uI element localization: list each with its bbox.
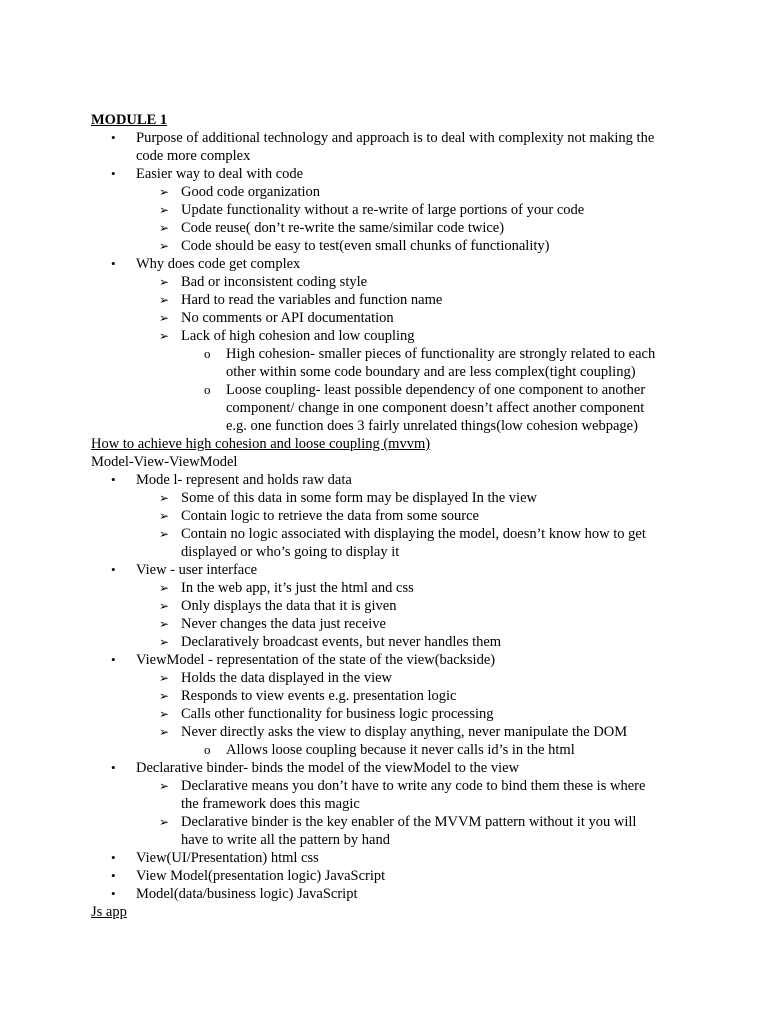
arrow-bullet-icon: ➢ — [159, 509, 170, 523]
mvvm-label: Model-View-ViewModel — [91, 454, 238, 470]
sub-item — [0, 525, 768, 543]
sub-item-text: displayed or who’s going to display it — [181, 544, 400, 560]
arrow-bullet-icon: ➢ — [159, 815, 170, 829]
sub-item — [0, 327, 768, 345]
arrow-bullet-icon: ➢ — [159, 617, 170, 631]
bullet-icon: • — [111, 850, 116, 865]
list-item-text: ViewModel - representation of the state of the view(backside) — [136, 652, 496, 668]
list-item-text: View Model(presentation logic) JavaScript — [136, 868, 386, 884]
bullet-icon: • — [111, 130, 116, 145]
sub-item — [0, 237, 768, 255]
bullet-icon: • — [111, 886, 116, 901]
sub-item — [0, 201, 768, 219]
arrow-bullet-icon: ➢ — [159, 329, 170, 343]
list-item-text: Declarative binder- binds the model of the viewModel to the view — [136, 760, 520, 776]
list-item-summary — [0, 885, 768, 903]
arrow-bullet-icon: ➢ — [159, 527, 170, 541]
sub-item — [0, 633, 768, 651]
sub-sub-item-loose-coupling-note — [0, 741, 768, 759]
sub-item — [0, 579, 768, 597]
sub-item-text: Holds the data displayed in the view — [181, 670, 393, 686]
sub-item-text: Calls other functionality for business logic processing — [181, 706, 494, 722]
sub-sub-item-text: other within some code boundary and are less complex(tight coupling) — [226, 364, 636, 380]
module-heading — [0, 111, 768, 129]
sub-item-text: Declaratively broadcast events, but never handles them — [181, 634, 502, 650]
sub-item-text: Contain logic to retrieve the data from some source — [181, 508, 479, 524]
list-item-text: Why does code get complex — [136, 256, 301, 272]
sub-sub-item-cont — [0, 417, 768, 435]
sub-item-cont — [0, 543, 768, 561]
sub-item — [0, 273, 768, 291]
achieve-heading — [0, 435, 768, 453]
arrow-bullet-icon: ➢ — [159, 635, 170, 649]
sub-item-text: Bad or inconsistent coding style — [181, 274, 368, 290]
list-item-purpose-cont — [0, 147, 768, 165]
sub-sub-item-text: High cohesion- smaller pieces of functionality are strongly related to each — [226, 346, 656, 362]
arrow-bullet-icon: ➢ — [159, 221, 170, 235]
sub-item-cont — [0, 831, 768, 849]
list-item-text: View(UI/Presentation) html css — [136, 850, 319, 866]
list-item-text: Purpose of additional technology and approach is to deal with complexity not making the — [136, 130, 655, 146]
sub-sub-item-text: Allows loose coupling because it never calls id’s in the html — [226, 742, 575, 758]
arrow-bullet-icon: ➢ — [159, 581, 170, 595]
list-item-summary — [0, 849, 768, 867]
bullet-icon: • — [111, 868, 116, 883]
sub-item — [0, 597, 768, 615]
sub-item — [0, 777, 768, 795]
sub-sub-item-text: Loose coupling- least possible dependency of one component to another — [226, 382, 646, 398]
sub-item — [0, 813, 768, 831]
bullet-icon: • — [111, 652, 116, 667]
circle-bullet-icon: o — [204, 382, 211, 397]
bullet-icon: • — [111, 472, 116, 487]
arrow-bullet-icon: ➢ — [159, 293, 170, 307]
list-item-text: Mode l- represent and holds raw data — [136, 472, 352, 488]
sub-item — [0, 669, 768, 687]
bullet-icon: • — [111, 760, 116, 775]
arrow-bullet-icon: ➢ — [159, 185, 170, 199]
sub-sub-item-high-cohesion — [0, 345, 768, 363]
sub-item-text: have to write all the pattern by hand — [181, 832, 390, 848]
circle-bullet-icon: o — [204, 742, 211, 757]
sub-item — [0, 291, 768, 309]
module-heading-text: MODULE 1 — [91, 112, 168, 128]
js-app-heading-text: Js app — [91, 904, 127, 920]
list-item-text: Easier way to deal with code — [136, 166, 304, 182]
sub-item — [0, 615, 768, 633]
sub-item-text: Responds to view events e.g. presentation logic — [181, 688, 457, 704]
list-item-summary — [0, 867, 768, 885]
sub-sub-item-text: component/ change in one component doesn’t affect another component — [226, 400, 645, 416]
sub-item-text: Lack of high cohesion and low coupling — [181, 328, 415, 344]
sub-item — [0, 183, 768, 201]
bullet-icon: • — [111, 166, 116, 181]
sub-item-text: No comments or API documentation — [181, 310, 394, 326]
sub-item — [0, 309, 768, 327]
arrow-bullet-icon: ➢ — [159, 707, 170, 721]
bullet-icon: • — [111, 256, 116, 271]
arrow-bullet-icon: ➢ — [159, 239, 170, 253]
sub-item — [0, 687, 768, 705]
list-item-why-complex — [0, 255, 768, 273]
sub-item-text: Code reuse( don’t re-write the same/similar code twice) — [181, 220, 505, 236]
sub-sub-item-cont — [0, 399, 768, 417]
sub-item-text: Hard to read the variables and function name — [181, 292, 443, 308]
sub-item-text: Declarative means you don’t have to write any code to bind them these is where — [181, 778, 646, 794]
arrow-bullet-icon: ➢ — [159, 689, 170, 703]
list-item-model — [0, 471, 768, 489]
arrow-bullet-icon: ➢ — [159, 275, 170, 289]
notes-body — [0, 111, 768, 921]
bullet-icon: • — [111, 562, 116, 577]
sub-item-text: Only displays the data that it is given — [181, 598, 397, 614]
sub-item — [0, 507, 768, 525]
sub-item — [0, 219, 768, 237]
sub-sub-item-loose-coupling — [0, 381, 768, 399]
js-app-heading — [0, 903, 768, 921]
list-item-viewmodel — [0, 651, 768, 669]
sub-item-text: the framework does this magic — [181, 796, 360, 812]
arrow-bullet-icon: ➢ — [159, 599, 170, 613]
list-item-text: code more complex — [136, 148, 251, 164]
list-item-easier-way — [0, 165, 768, 183]
arrow-bullet-icon: ➢ — [159, 311, 170, 325]
sub-item-text: Some of this data in some form may be displayed In the view — [181, 490, 537, 506]
sub-item — [0, 705, 768, 723]
sub-item-text: Declarative binder is the key enabler of the MVVM pattern without it you will — [181, 814, 637, 830]
sub-item-text: Contain no logic associated with displaying the model, doesn’t know how to get — [181, 526, 646, 542]
sub-item-cont — [0, 795, 768, 813]
arrow-bullet-icon: ➢ — [159, 671, 170, 685]
list-item-view — [0, 561, 768, 579]
sub-item — [0, 489, 768, 507]
sub-item-text: Code should be easy to test(even small chunks of functionality) — [181, 238, 550, 254]
achieve-heading-text: How to achieve high cohesion and loose coupling (mvvm) — [91, 436, 431, 452]
arrow-bullet-icon: ➢ — [159, 203, 170, 217]
sub-sub-item-cont — [0, 363, 768, 381]
arrow-bullet-icon: ➢ — [159, 779, 170, 793]
sub-item-text: Update functionality without a re-write of large portions of your code — [181, 202, 585, 218]
arrow-bullet-icon: ➢ — [159, 725, 170, 739]
arrow-bullet-icon: ➢ — [159, 491, 170, 505]
sub-item-text: Never directly asks the view to display anything, never manipulate the DOM — [181, 724, 628, 740]
circle-bullet-icon: o — [204, 346, 211, 361]
list-item-text: Model(data/business logic) JavaScript — [136, 886, 358, 902]
list-item-purpose — [0, 129, 768, 147]
sub-item — [0, 723, 768, 741]
sub-item-text: Good code organization — [181, 184, 321, 200]
sub-item-text: Never changes the data just receive — [181, 616, 386, 632]
sub-sub-item-text: e.g. one function does 3 fairly unrelated things(low cohesion webpage) — [226, 418, 638, 434]
list-item-text: View - user interface — [136, 562, 258, 578]
sub-item-text: In the web app, it’s just the html and css — [181, 580, 414, 596]
list-item-declarative-binder — [0, 759, 768, 777]
